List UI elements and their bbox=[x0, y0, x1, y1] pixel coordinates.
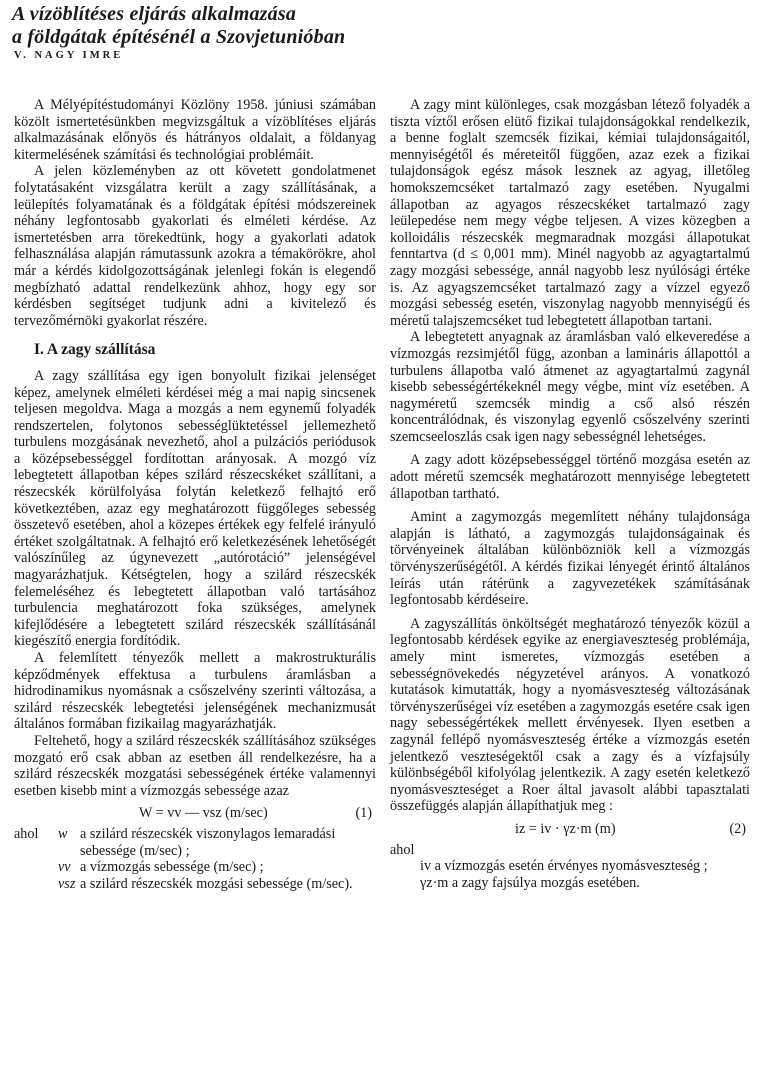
equation-1-number: (1) bbox=[355, 805, 372, 822]
title-line-1: A vízöblítéses eljárás alkalmazása bbox=[12, 3, 297, 25]
paragraph: Amint a zagymozgás megemlített néhány tulajdonsága alapján is látható, a zagymozgás tulajdonságainak és törvényeinek általában különbözniök kell a vízmozgás törvényszerűségétől. A kérdés fizikai lényegét érintő általános leírás után rátérünk a zagyvezetékek számításának legfontosabb kérdéseire. bbox=[390, 509, 750, 609]
definition-iv: iv a vízmozgás esetén érvényes nyomásveszteség ; bbox=[420, 858, 708, 875]
paragraph: A zagy adott középsebességgel történő mozgása esetén az adott méretű szemcsék meghatározott mennyisége lebegtetett állapotban tartható. bbox=[390, 452, 750, 502]
variable-list bbox=[14, 826, 376, 892]
variable-description: a szilárd részecskék mozgási sebessége (m/sec). bbox=[80, 875, 353, 892]
article-title bbox=[12, 3, 752, 49]
variable-description: a szilárd részecskék viszonylagos lemaradási sebessége (m/sec) ; bbox=[80, 825, 336, 859]
equation-2 bbox=[390, 821, 750, 838]
variable-row bbox=[14, 826, 376, 859]
variable-row bbox=[14, 859, 376, 876]
definition-gamma: γz·m a zagy fajsúlya mozgás esetében. bbox=[420, 874, 640, 891]
variable-symbol: vsz bbox=[58, 875, 76, 892]
equation-1-formula: W = vv — vsz (m/sec) bbox=[139, 805, 268, 822]
paragraph: A felemlített tényezők mellett a makrostrukturális képződmények effektusa a turbulens áramlásban a hidrodinamikus nyomásnak a csőszelvény szerinti változása, a szilárd részecskék lebegtetési jelenségének mechanizmusát általános formában fizikailag magyarázhatják. bbox=[14, 650, 376, 733]
title-line-2: a földgátak építésénél a Szovjetunióban bbox=[12, 26, 346, 48]
equation-2-formula: iz = iv · γz·m (m) bbox=[515, 820, 616, 837]
variable-row bbox=[14, 876, 376, 893]
paragraph: A zagy mint különleges, csak mozgásban létező folyadék a tiszta víztől erősen elütő fizikai tulajdonságokkal rendelkezik, a benne foglalt szemcsék fizikai, kémiai tulajdonságaitól, mennyiségétől és méreteitől függően, azaz ezek a fizikai tulajdonságok egész mások lesznek az agyag, illetőleg homokszemcséket tartalmazó zagy esetében. Nyugalmi állapotban az agyagos részecskéket tartalmazó zagy leülepedése nem megy végbe teljesen. A vizes közegben a kolloidális részecskék megmaradnak mozgási állapotukat fenntartva (d ≤ 0,001 mm). Minél nagyobb az agyagtartalmú zagy mozgási sebessége, annál nagyobb lesz nyúlósági értéke is. Az agyagszemcséket tartalmazó zagy a vízzel egyező mozgási sebesség esetén, viszonylag nagyobb mennyiségű és méretű talajszemcséket tud lebegtetett állapotban tartani. bbox=[390, 97, 750, 329]
paragraph: A zagy szállítása egy igen bonyolult fizikai jelenséget képez, amelynek elméleti kérdései még a mai napig sincsenek teljesen megoldva. Maga a mozgás a nem egynemű folyadék rendszertelen, folytonos sebességlüktetéssel jellemezhető turbulens mozgásának nevezhető, ahol a pulzációs periódusok a középsebességgel fordítottan arányosak. A mozgó víz lebegtetett állapotban képes szilárd részecskéket szállítani, a részecskék körülfolyása folytán keletkező felhajtó erő következtében, azaz egy meghatározott függőleges sebesség összetevő esetében, ahol a közepes értékek egy felfelé irányuló értéket szolgáltatnak. A felhajtó erő keletkezésének lehetőségét valószínűleg az úgynevezett „autórotáció” jelenségével magyarázhatjuk. Kétségtelen, hogy a szilárd részecskék felemeléséhez és lebegtetett állapotban való tartásához turbulencia meghatározott foka szükséges, amelynek kifejlődésére a lebegtetett szilárd részecskék szállításánál kiegészítő energia fordítódik. bbox=[14, 367, 376, 650]
ahol-label: ahol bbox=[390, 841, 415, 858]
equation-2-number: (2) bbox=[729, 820, 746, 837]
equation-1 bbox=[14, 805, 376, 822]
ahol-label: ahol bbox=[14, 825, 39, 842]
right-column bbox=[390, 97, 750, 891]
author-name: V. NAGY IMRE bbox=[14, 50, 124, 61]
variable-symbol: vv bbox=[58, 859, 71, 876]
variable-description: a vízmozgás sebessége (m/sec) ; bbox=[80, 859, 264, 876]
paragraph: A lebegtetett anyagnak az áramlásban való elkeveredése a vízmozgás rezsimjétől függ, azonban a lamináris állapottól a turbulens állapotba való átmenet az agyagtartalmú zagynál kisebb sebességértékeknél megy végbe, mint víz esetében. A nagyméretű szemcsék mindig a cső alsó részén koncentrálódnak, és viszonylag egyenlő csőszelvény szerinti szemcseeloszlás csak igen nagy sebességnél lehetséges. bbox=[390, 329, 750, 445]
paragraph: A zagyszállítás önköltségét meghatározó tényezők közül a legfontosabb kérdések egyike az energiaveszteség problémája, amely mint ismeretes, vízmozgás esetében a sebességnövekedés négyzetével arányos. A vonatkozó kutatások kimutatták, hogy a nyomásveszteség változásának törvényszerűségei víz esetében a zagymozgás esetére csak igen nagy sebességértékek mellett érvényesek. Ilyen esetben a zagynál fellépő nyomásveszteség értéke a vízmozgás esetén jelentkező veszteségektől csak a zagy és a vízfajsúly különbségéből kifolyólag jelentkezik. A zagy esetén keletkező nyomásveszteséget a Roer által javasolt alábbi tapasztalati összefüggés alapján állapíthatjuk meg : bbox=[390, 615, 750, 815]
variable-symbol: w bbox=[58, 825, 68, 842]
left-column bbox=[14, 97, 376, 892]
section-heading: I. A zagy szállítása bbox=[34, 341, 156, 359]
paragraph: A jelen közleményben az ott követett gondolatmenet folytatásaként vizsgálatra került a zagy szállításának, a leülepítés folyamatának és a földgátak építési módszereinek néhány legfontosabb gyakorlati és elméleti kérdése. Az ismertetésben arra törekedtünk, hogy a gyakorlati adatok felhasználása alapján rámutassunk azokra a témakörökre, ahol már a kérdés kidolgozottságának jelenlegi fokán is elegendő megbízható adattal rendelkezünk ahhoz, hogy egy sor kérdésben segítséget tudjunk adni a kivitelező és tervezőmérnöki gyakorlat részére. bbox=[14, 163, 376, 329]
paragraph: A Mélyépítéstudományi Közlöny 1958. júniusi számában közölt ismertetésünkben megvizsgáltuk a vízöblítéses eljárás alkalmazásának előnyös és hátrányos oldalait, a földanyag kitermelésének számítási és technológiai problémáit. bbox=[14, 97, 376, 163]
paragraph: Feltehető, hogy a szilárd részecskék szállításához szükséges mozgató erő csak abban az esetben áll rendelkezésre, ha a szilárd részecskék mozgatási sebességének értéke valamennyi esetben kisebb mint a vízmozgás sebessége azaz bbox=[14, 732, 376, 799]
